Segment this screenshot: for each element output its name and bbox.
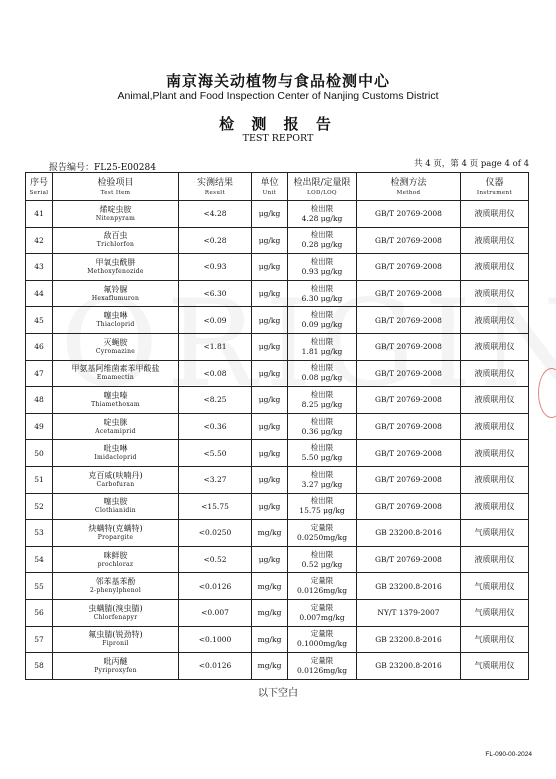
instrument-cell: 气质联用仪 xyxy=(461,520,529,547)
result-cell: <0.0126 xyxy=(179,653,252,680)
result-cell: <0.08 xyxy=(179,360,252,387)
result-cell: <0.0126 xyxy=(179,573,252,600)
lod-label: 定量限 xyxy=(310,576,334,586)
header-row xyxy=(26,173,529,201)
test-item-en: Carbofuran xyxy=(96,480,135,488)
lod-value: 1.81 μg/kg xyxy=(301,346,343,356)
test-item-cn: 甲氧虫酰肼 xyxy=(95,257,136,267)
test-item-cell xyxy=(53,254,179,281)
method-cell: GB 23200.8-2016 xyxy=(357,573,461,600)
result-cell: <1.81 xyxy=(179,333,252,360)
lod-cell xyxy=(288,573,357,600)
lod-label: 检出限 xyxy=(310,363,334,373)
test-item-cn: 噻虫胺 xyxy=(103,497,128,507)
lod-cell xyxy=(288,493,357,520)
unit-cell: mg/kg xyxy=(252,520,288,547)
test-item-cn: 氟铃脲 xyxy=(103,284,128,294)
table-row xyxy=(26,413,529,440)
unit-cell: μg/kg xyxy=(252,493,288,520)
serial-cell: 45 xyxy=(26,307,53,334)
test-item-cell xyxy=(53,520,179,547)
result-cell: <3.27 xyxy=(179,466,252,493)
end-note: 以下空白 xyxy=(258,688,298,699)
test-item-cn: 烯啶虫胺 xyxy=(99,204,132,214)
method-cell: GB/T 20769-2008 xyxy=(357,254,461,281)
test-item-en: Pyriproxyfen xyxy=(94,666,137,674)
column-header-cn: 单位 xyxy=(260,177,279,188)
lod-label: 检出限 xyxy=(310,310,334,320)
test-item-cn: 虫螨腈(溴虫腈) xyxy=(88,603,143,613)
lod-label: 检出限 xyxy=(310,203,334,213)
instrument-cell: 气质联用仪 xyxy=(461,626,529,653)
unit-cell: μg/kg xyxy=(252,201,288,228)
serial-cell: 43 xyxy=(26,254,53,281)
test-item-en: Acetamiprid xyxy=(95,427,136,435)
unit-cell: μg/kg xyxy=(252,360,288,387)
test-item-en: Methoxyfenozide xyxy=(87,267,144,275)
lod-cell xyxy=(288,520,357,547)
method-cell: GB/T 20769-2008 xyxy=(357,333,461,360)
lod-value: 0.1000mg/kg xyxy=(296,639,348,649)
table-row xyxy=(26,626,529,653)
result-cell: <0.09 xyxy=(179,307,252,334)
test-item-cell xyxy=(53,360,179,387)
lod-cell xyxy=(288,387,357,414)
method-cell: GB/T 20769-2008 xyxy=(357,280,461,307)
column-header-en: Serial xyxy=(29,189,49,196)
instrument-cell: 液质联用仪 xyxy=(461,546,529,573)
lod-cell xyxy=(288,466,357,493)
test-item-cell xyxy=(53,653,179,680)
test-item-cell xyxy=(53,387,179,414)
instrument-cell: 气质联用仪 xyxy=(461,653,529,680)
result-cell: <0.93 xyxy=(179,254,252,281)
test-item-cn: 噻虫嗪 xyxy=(103,390,128,400)
page-info: 共 4 页，第 4 页 page 4 of 4 xyxy=(414,159,529,169)
lod-label: 检出限 xyxy=(310,469,334,479)
lod-label: 检出限 xyxy=(310,283,334,293)
column-header-cn: 检出限/定量限 xyxy=(293,177,351,188)
unit-cell: μg/kg xyxy=(252,466,288,493)
test-item-cell xyxy=(53,573,179,600)
column-header-en: Method xyxy=(396,189,421,196)
lod-cell xyxy=(288,653,357,680)
lod-cell xyxy=(288,201,357,228)
test-item-en: Thiacloprid xyxy=(96,321,135,329)
column-header-en: LOD/LOQ xyxy=(307,189,337,196)
test-item-en: Emamectin xyxy=(96,374,135,382)
method-cell: NY/T 1379-2007 xyxy=(357,599,461,626)
method-cell: GB 23200.8-2016 xyxy=(357,653,461,680)
result-cell: <0.36 xyxy=(179,413,252,440)
column-header xyxy=(252,173,288,201)
method-cell: GB/T 20769-2008 xyxy=(357,227,461,254)
lod-cell xyxy=(288,413,357,440)
instrument-cell: 液质联用仪 xyxy=(461,360,529,387)
test-item-cell xyxy=(53,307,179,334)
test-item-cell xyxy=(53,493,179,520)
lod-label: 定量限 xyxy=(310,655,334,665)
serial-cell: 48 xyxy=(26,387,53,414)
instrument-cell: 液质联用仪 xyxy=(461,493,529,520)
method-cell: GB/T 20769-2008 xyxy=(357,440,461,467)
result-cell: <5.50 xyxy=(179,440,252,467)
column-header xyxy=(53,173,179,201)
lod-cell xyxy=(288,333,357,360)
unit-cell: μg/kg xyxy=(252,413,288,440)
column-header-cn: 仪器 xyxy=(485,177,504,188)
lod-cell xyxy=(288,546,357,573)
unit-cell: μg/kg xyxy=(252,254,288,281)
lod-label: 定量限 xyxy=(310,602,334,612)
test-item-cn: 氟虫腈(锐劲特) xyxy=(88,630,143,640)
lod-value: 0.08 μg/kg xyxy=(301,373,343,383)
unit-cell: μg/kg xyxy=(252,546,288,573)
org-name-cn: 南京海关动植物与食品检测中心 xyxy=(165,72,390,90)
lod-cell xyxy=(288,626,357,653)
column-header xyxy=(357,173,461,201)
serial-cell: 54 xyxy=(26,546,53,573)
table-row xyxy=(26,387,529,414)
test-item-cell xyxy=(53,546,179,573)
lod-cell xyxy=(288,440,357,467)
instrument-cell: 液质联用仪 xyxy=(461,280,529,307)
lod-value: 5.50 μg/kg xyxy=(301,453,343,463)
serial-cell: 44 xyxy=(26,280,53,307)
report-title-cn: 检 测 报 告 xyxy=(219,115,337,133)
table-row xyxy=(26,520,529,547)
serial-cell: 46 xyxy=(26,333,53,360)
method-cell: GB 23200.8-2016 xyxy=(357,626,461,653)
lod-label: 检出限 xyxy=(310,389,334,399)
unit-cell: μg/kg xyxy=(252,387,288,414)
unit-cell: mg/kg xyxy=(252,626,288,653)
unit-cell: mg/kg xyxy=(252,653,288,680)
serial-cell: 55 xyxy=(26,573,53,600)
report-number: 报告编号：FL25-E00284 xyxy=(49,163,156,173)
lod-value: 3.27 μg/kg xyxy=(301,479,343,489)
lod-value: 0.09 μg/kg xyxy=(301,320,343,330)
serial-cell: 51 xyxy=(26,466,53,493)
unit-cell: mg/kg xyxy=(252,599,288,626)
method-cell: GB/T 20769-2008 xyxy=(357,413,461,440)
test-item-cn: 咪鲜胺 xyxy=(103,550,128,560)
test-item-cn: 噻虫啉 xyxy=(103,311,128,321)
table-row xyxy=(26,440,529,467)
column-header-en: Result xyxy=(204,189,226,196)
lod-value: 0.93 μg/kg xyxy=(301,266,343,276)
unit-cell: μg/kg xyxy=(252,307,288,334)
lod-value: 6.30 μg/kg xyxy=(301,293,343,303)
unit-cell: μg/kg xyxy=(252,440,288,467)
table-row xyxy=(26,360,529,387)
unit-cell: μg/kg xyxy=(252,333,288,360)
lod-value: 0.007mg/kg xyxy=(299,612,345,622)
result-cell: <0.52 xyxy=(179,546,252,573)
instrument-cell: 液质联用仪 xyxy=(461,227,529,254)
instrument-cell: 液质联用仪 xyxy=(461,466,529,493)
report-title-en: TEST REPORT xyxy=(242,133,314,144)
method-cell: GB/T 20769-2008 xyxy=(357,307,461,334)
serial-cell: 41 xyxy=(26,201,53,228)
result-cell: <15.75 xyxy=(179,493,252,520)
lod-label: 定量限 xyxy=(310,522,334,532)
result-cell: <0.007 xyxy=(179,599,252,626)
test-item-en: Clothianidin xyxy=(95,507,136,515)
lod-value: 0.0126mg/kg xyxy=(296,665,348,675)
column-header-cn: 实测结果 xyxy=(196,177,233,188)
serial-cell: 52 xyxy=(26,493,53,520)
column-header xyxy=(461,173,529,201)
test-item-cn: 啶虫脒 xyxy=(103,417,128,427)
test-item-en: Trichlorfon xyxy=(96,241,135,249)
table-row xyxy=(26,599,529,626)
method-cell: GB/T 20769-2008 xyxy=(357,387,461,414)
lod-label: 检出限 xyxy=(310,230,334,240)
instrument-cell: 液质联用仪 xyxy=(461,307,529,334)
method-cell: GB/T 20769-2008 xyxy=(357,546,461,573)
table-row xyxy=(26,280,529,307)
method-cell: GB/T 20769-2008 xyxy=(357,201,461,228)
lod-label: 检出限 xyxy=(310,549,334,559)
org-name-en: Animal,Plant and Food Inspection Center of Nanjing Customs District xyxy=(117,90,439,102)
test-item-en: Hexaflumuron xyxy=(91,294,140,302)
test-item-cn: 吡虫啉 xyxy=(103,444,128,454)
serial-cell: 57 xyxy=(26,626,53,653)
instrument-cell: 液质联用仪 xyxy=(461,333,529,360)
lod-value: 0.52 μg/kg xyxy=(301,559,343,569)
unit-cell: μg/kg xyxy=(252,227,288,254)
table-row xyxy=(26,546,529,573)
lod-cell xyxy=(288,307,357,334)
lod-value: 0.0250mg/kg xyxy=(296,532,348,542)
lod-value: 0.0126mg/kg xyxy=(296,586,348,596)
lod-value: 0.36 μg/kg xyxy=(301,426,343,436)
column-header-cn: 检验项目 xyxy=(97,177,134,188)
lod-label: 检出限 xyxy=(310,496,334,506)
table-row xyxy=(26,333,529,360)
column-header xyxy=(179,173,252,201)
test-item-en: Thiamethoxam xyxy=(91,400,140,408)
serial-cell: 50 xyxy=(26,440,53,467)
result-cell: <4.28 xyxy=(179,201,252,228)
results-body xyxy=(26,201,529,680)
instrument-cell: 气质联用仪 xyxy=(461,573,529,600)
test-item-cell xyxy=(53,440,179,467)
lod-cell xyxy=(288,360,357,387)
test-item-en: Chlorfenapyr xyxy=(93,613,138,621)
lod-cell xyxy=(288,280,357,307)
instrument-cell: 液质联用仪 xyxy=(461,413,529,440)
column-header-cn: 检测方法 xyxy=(390,177,427,188)
test-item-cell xyxy=(53,227,179,254)
serial-cell: 42 xyxy=(26,227,53,254)
result-cell: <0.0250 xyxy=(179,520,252,547)
method-cell: GB/T 20769-2008 xyxy=(357,466,461,493)
table-row xyxy=(26,653,529,680)
instrument-cell: 液质联用仪 xyxy=(461,387,529,414)
serial-cell: 56 xyxy=(26,599,53,626)
lod-label: 定量限 xyxy=(310,629,334,639)
serial-cell: 58 xyxy=(26,653,53,680)
test-item-cn: 甲氨基阿维菌素苯甲酸盐 xyxy=(71,364,160,374)
lod-value: 0.28 μg/kg xyxy=(301,240,343,250)
column-header-en: Instrument xyxy=(476,189,513,196)
table-row xyxy=(26,227,529,254)
table-row xyxy=(26,254,529,281)
lod-value: 8.25 μg/kg xyxy=(301,399,343,409)
table-row xyxy=(26,573,529,600)
test-item-cell xyxy=(53,599,179,626)
lod-cell xyxy=(288,254,357,281)
table-row xyxy=(26,493,529,520)
serial-cell: 49 xyxy=(26,413,53,440)
method-cell: GB/T 20769-2008 xyxy=(357,360,461,387)
test-item-cell xyxy=(53,201,179,228)
instrument-cell: 气质联用仪 xyxy=(461,599,529,626)
result-cell: <6.30 xyxy=(179,280,252,307)
instrument-cell: 液质联用仪 xyxy=(461,440,529,467)
test-item-cell xyxy=(53,466,179,493)
table-row xyxy=(26,201,529,228)
form-number: FL-090-00-2024 xyxy=(485,751,532,758)
table-row xyxy=(26,307,529,334)
instrument-cell: 液质联用仪 xyxy=(461,201,529,228)
test-item-cn: 灭蝇胺 xyxy=(103,337,128,347)
column-header-en: Unit xyxy=(262,189,277,196)
test-item-en: Fipronil xyxy=(102,640,129,648)
result-cell: <0.28 xyxy=(179,227,252,254)
serial-cell: 47 xyxy=(26,360,53,387)
test-item-cn: 吡丙醚 xyxy=(103,656,128,666)
column-header xyxy=(288,173,357,201)
test-item-en: Cyromazine xyxy=(95,347,136,355)
test-item-cn: 炔螨特(克螨特) xyxy=(88,523,143,533)
test-item-cn: 邻苯基苯酚 xyxy=(95,577,136,587)
result-cell: <0.1000 xyxy=(179,626,252,653)
unit-cell: μg/kg xyxy=(252,280,288,307)
method-cell: GB 23200.8-2016 xyxy=(357,520,461,547)
lod-label: 检出限 xyxy=(310,336,334,346)
serial-cell: 53 xyxy=(26,520,53,547)
test-item-cell xyxy=(53,333,179,360)
test-item-cn: 克百威(呋喃丹) xyxy=(88,470,143,480)
unit-cell: mg/kg xyxy=(252,573,288,600)
seal-edge xyxy=(538,368,556,418)
test-item-cn: 敌百虫 xyxy=(103,231,128,241)
test-item-cell xyxy=(53,413,179,440)
lod-value: 4.28 μg/kg xyxy=(301,213,343,223)
lod-label: 检出限 xyxy=(310,416,334,426)
lod-cell xyxy=(288,599,357,626)
test-item-en: Nitenpyram xyxy=(95,214,136,222)
lod-label: 检出限 xyxy=(310,256,334,266)
lod-cell xyxy=(288,227,357,254)
lod-value: 15.75 μg/kg xyxy=(299,506,345,516)
column-header-cn: 序号 xyxy=(29,177,48,188)
results-table xyxy=(25,172,529,680)
test-item-en: 2-phenylphenol xyxy=(89,587,142,595)
column-header xyxy=(26,173,53,201)
lod-label: 检出限 xyxy=(310,443,334,453)
test-item-en: prochloraz xyxy=(97,560,134,568)
test-item-en: Propargite xyxy=(97,533,134,541)
test-item-cell xyxy=(53,626,179,653)
table-row xyxy=(26,466,529,493)
method-cell: GB/T 20769-2008 xyxy=(357,493,461,520)
column-header-en: Test Item xyxy=(100,189,131,196)
test-item-cell xyxy=(53,280,179,307)
test-item-en: Imidacloprid xyxy=(94,454,137,462)
instrument-cell: 液质联用仪 xyxy=(461,254,529,281)
result-cell: <8.25 xyxy=(179,387,252,414)
